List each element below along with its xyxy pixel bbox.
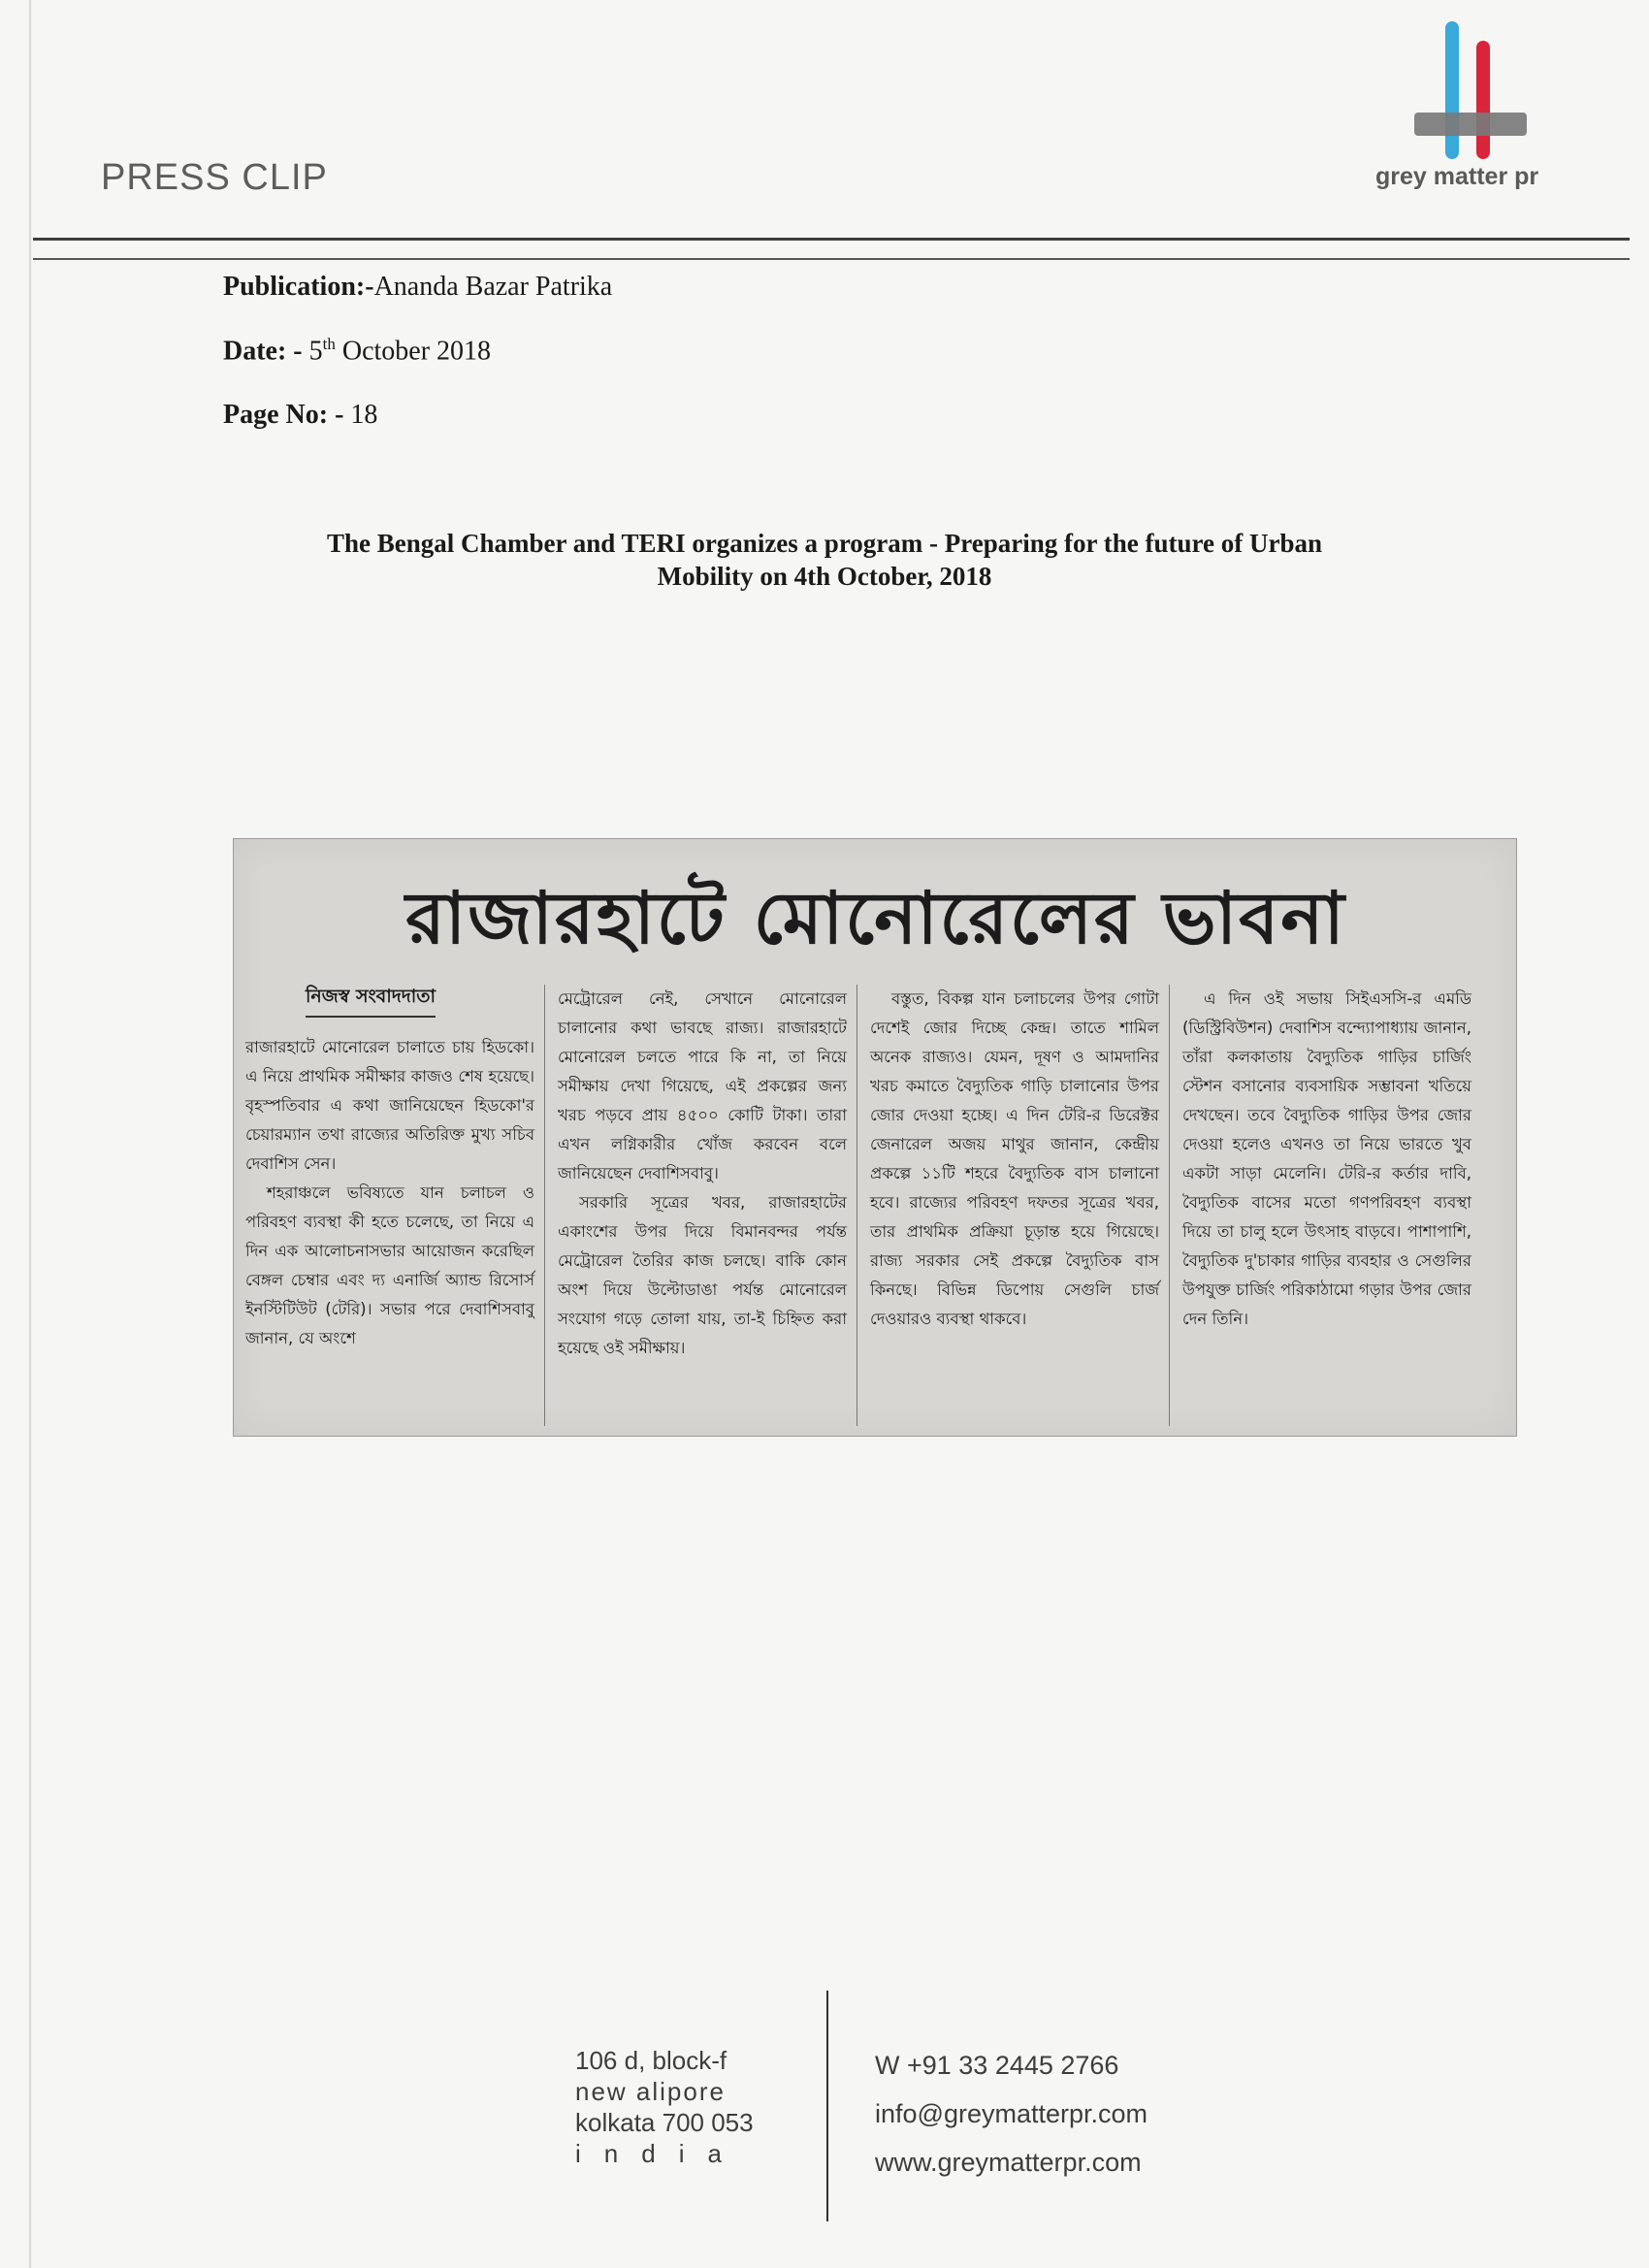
publication-line	[223, 272, 612, 303]
footer-website[interactable]: www.greymatterpr.com	[875, 2148, 1142, 2177]
article-column-4	[1182, 985, 1471, 1334]
date-day: 5	[308, 336, 323, 367]
headline-line-2: Mobility on 4th October, 2018	[657, 562, 992, 591]
publication-value: Ananda Bazar Patrika	[373, 272, 613, 302]
col2-paragraph-1: মেট্রোরেল নেই, সেখানে মোনোরেল চালানোর কথা ভাবছে রাজ্য। রাজারহাটে মোনোরেল চলতে পারে কি না, তা নিয়ে সমীক্ষায় দেখা গিয়েছে, এই প্রকল্পের জন্য খরচ পড়বে প্রায় ৪৫০০ কোটি টাকা। তারা এখন লগ্নিকারীর খোঁজ করবেন বলে জানিয়েছেন দেবাশিসবাবু।	[558, 989, 847, 1183]
header-rule-top	[33, 238, 1630, 241]
col1-paragraph-2: শহরাঞ্চলে ভবিষ্যতে যান চলাচল ও পরিবহণ ব্যবস্থা কী হতে চলেছে, তা নিয়ে এ দিন এক আলোচনাসভার আয়োজন করেছিল বেঙ্গল চেম্বার এবং দ্য এনার্জি অ্যান্ড রিসোর্স ইনস্টিটিউট (টেরি)। সভার পরে দেবাশিসবাবু জানান, যে অংশে	[245, 1183, 534, 1347]
address-line-1: 106 d, block-f	[575, 2046, 728, 2075]
date-rest: October 2018	[341, 336, 492, 367]
page-edge	[29, 0, 31, 2268]
article-column-2	[558, 985, 847, 1363]
col3-paragraph-1: বস্তুত, বিকল্প যান চলাচলের উপর গোটা দেশেই জোর দিচ্ছে কেন্দ্র। তাতে শামিল অনেক রাজ্যও। যেমন, দূষণ ও আমদানির খরচ কমাতে বৈদ্যুতিক গাড়ি চালানোর উপর জোর দেওয়া হচ্ছে। এ দিন টেরি-র ডিরেক্টর জেনারেল অজয় মাথুর জানান, কেন্দ্রীয় প্রকল্পে ১১টি শহরে বৈদ্যুতিক বাস চালানো হবে। রাজ্যের পরিবহণ দফতর সূত্রের খবর, তার প্রাথমিক প্রক্রিয়া চূড়ান্ত হয়ে গিয়েছে। রাজ্য সরকার সেই প্রকল্পে বৈদ্যুতিক বাস কিনছে। বিভিন্ন ডিপোয় সেগুলি চার্জ দেওয়ারও ব্যবস্থা থাকবে।	[870, 989, 1159, 1328]
address-line-4: india	[575, 2139, 745, 2168]
footer-address	[575, 2045, 789, 2169]
col2-paragraph-2: সরকারি সূত্রের খবর, রাজারহাটের একাংশের উপর দিয়ে বিমানবন্দর পর্যন্ত মেট্রোরেল তৈরির কাজ চলছে। বাকি কোন অংশ দিয়ে উল্টোডাঙা পর্যন্ত মোনোরেল সংযোগ গড়ে তোলা যায়, তা-ই চিহ্নিত করা হয়েছে ওই সমীক্ষায়।	[558, 1193, 847, 1357]
brand-name: grey matter pr	[1375, 163, 1539, 190]
publication-label: Publication:-	[223, 272, 374, 302]
date-label: Date: -	[223, 336, 303, 367]
page-label: Page No: -	[223, 400, 344, 430]
footer-contact	[875, 2041, 1148, 2187]
headline-line-1: The Bengal Chamber and TERI organizes a program - Preparing for the future of Urban	[326, 529, 1322, 558]
date-suffix: th	[322, 335, 336, 353]
footer-divider	[826, 1991, 828, 2221]
column-divider	[1169, 985, 1170, 1426]
address-line-3: kolkata 700 053	[575, 2108, 754, 2137]
press-clip-label: PRESS CLIP	[101, 157, 328, 198]
footer-phone: W +91 33 2445 2766	[875, 2051, 1119, 2080]
date-line	[223, 335, 491, 367]
page-line	[223, 400, 377, 431]
header-rule-bottom	[33, 258, 1630, 260]
article-column-3	[870, 985, 1159, 1334]
article-column-1	[245, 1033, 534, 1421]
newspaper-clipping	[233, 838, 1517, 1437]
clip-headline	[223, 527, 1426, 593]
page-value: 18	[350, 400, 378, 430]
address-line-2: new alipore	[575, 2077, 726, 2106]
clipping-byline: নিজস্ব সংবাদদাতা	[306, 983, 436, 1018]
col4-paragraph-1: এ দিন ওই সভায় সিইএসসি-র এমডি (ডিস্ট্রিবিউশন) দেবাশিস বন্দ্যোপাধ্যায় জানান, তাঁরা কলকাতায় বৈদ্যুতিক গাড়ির চার্জিং স্টেশন বসানোর ব্যবসায়িক সম্ভাবনা খতিয়ে দেখছেন। তবে বৈদ্যুতিক গাড়ির উপর জোর দেওয়া হলেও এখনও তা নিয়ে ভারতে খুব একটা সাড়া মেলেনি। টেরি-র কর্তার দাবি, বৈদ্যুতিক বাসের মতো গণপরিবহণ ব্যবস্থা দিয়ে তা চালু হলে উৎসাহ বাড়বে। পাশাপাশি, বৈদ্যুতিক দু'চাকার গাড়ির ব্যবহার ও সেগুলির উপযুক্ত চার্জিং পরিকাঠামো গড়ার উপর জোর দেন তিনি।	[1182, 989, 1471, 1328]
col1-paragraph-1: রাজারহাটে মোনোরেল চালাতে চায় হিডকো। এ নিয়ে প্রাথমিক সমীক্ষার কাজও শেষ হয়েছে। বৃহস্পতিবার এ কথা জানিয়েছেন হিডকো'র চেয়ারম্যান তথা রাজ্যের অতিরিক্ত মুখ্য সচিব দেবাশিস সেন।	[245, 1038, 534, 1173]
logo-bars-icon	[1405, 17, 1560, 163]
footer-email[interactable]: info@greymatterpr.com	[875, 2099, 1148, 2128]
column-divider	[544, 985, 545, 1426]
clipping-title: রাজারহাটে মোনোরেলের ভাবনা	[405, 877, 1346, 960]
